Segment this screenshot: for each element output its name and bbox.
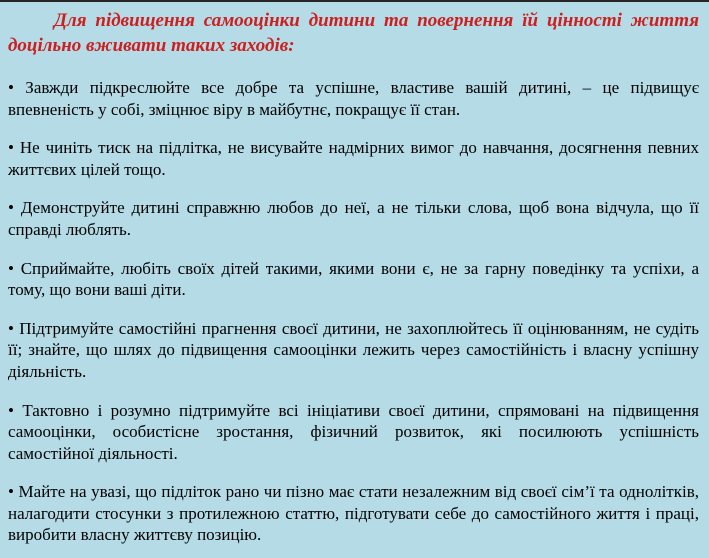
document-title: Для підвищення самооцінки дитини та повернення їй цінності життя доцільно вживати таких заходів: — [8, 10, 699, 57]
bullet-item-3: • Демонструйте дитині справжню любов до неї, а не тільки слова, щоб вона відчула, що її справді люблять. — [8, 198, 699, 240]
bullet-item-7: • Майте на увазі, що підліток рано чи пізно має стати незалежним від своєї сім’ї та однолітків, налагодити стосунки з протилежною статтю, підготувати себе до самостійного життя і праці, виробити власну життєву позицію. — [8, 482, 699, 545]
bullet-item-4: • Сприймайте, любіть своїх дітей такими, якими вони є, не за гарну поведінку та успіхи, а тому, що вони ваші діти. — [8, 258, 699, 300]
bullet-item-1: • Завжди підкреслюйте все добре та успішне, властиве вашій дитині, – це підвищує впевненість у собі, зміцнює віру в майбутнє, покращує її стан. — [8, 78, 699, 119]
bullet-item-5: • Підтримуйте самостійні прагнення своєї дитини, не захоплюйтесь її оцінюванням, не судіть її; знайте, що шлях до підвищення самооцінки лежить через самостійність і власну успішну діяльність. — [8, 318, 699, 381]
bullet-item-6: • Тактовно і розумно підтримуйте всі ініціативи своєї дитини, спрямовані на підвищення самооцінки, особистісне зростання, фізичний розвиток, які посилюють успішність самостійної діяльності. — [8, 400, 699, 463]
bullet-item-2: • Не чиніть тиск на підлітка, не висувайте надмірних вимог до навчання, досягнення певних життєвих цілей тощо. — [8, 138, 699, 179]
document-page — [0, 2, 709, 546]
